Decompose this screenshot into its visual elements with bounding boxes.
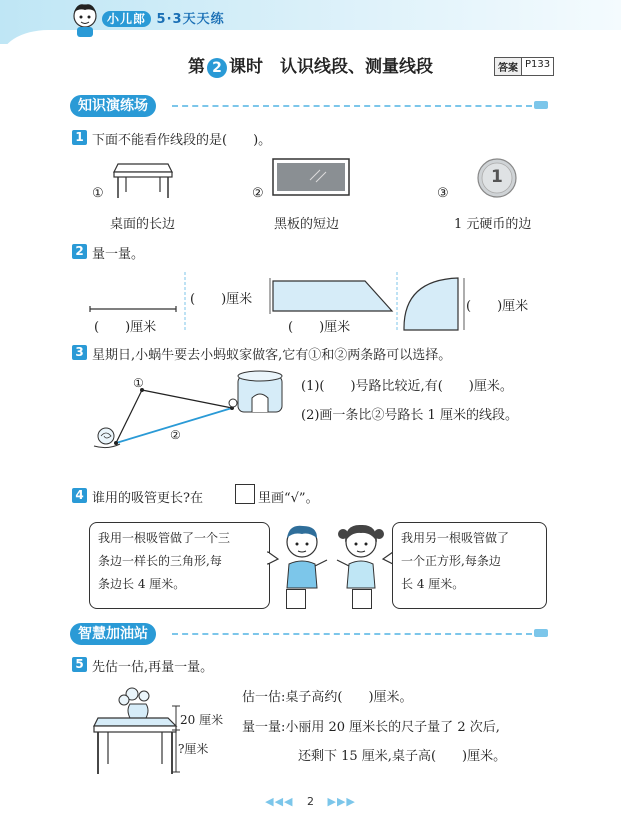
- brand-text: 5·3天天练: [156, 12, 225, 27]
- answer-label: 答案: [495, 58, 522, 75]
- option-mark-2: ②: [252, 186, 264, 201]
- measure-line-2[interactable]: 还剩下 15 厘米,桌子高( )厘米。: [298, 749, 507, 764]
- section-divider: [172, 633, 532, 637]
- sub-question-1[interactable]: (1)( )号路比较近,有( )厘米。: [301, 379, 513, 394]
- section-title: 知识演练场: [70, 95, 156, 117]
- bubble-line: 条边长 4 厘米。: [98, 577, 186, 591]
- question-number: 4: [72, 488, 87, 503]
- divider-dashed: [395, 272, 399, 332]
- bubble-line: 一个正方形,每条边: [401, 554, 501, 568]
- question-number: 1: [72, 130, 87, 145]
- question-number: 3: [72, 345, 87, 360]
- question-number: 5: [72, 657, 87, 672]
- answer-ref: [494, 57, 554, 76]
- question-text: 量一量。: [92, 247, 145, 262]
- title-prefix: 第: [188, 57, 205, 77]
- blank-trapezoid-side[interactable]: ( )厘米: [190, 292, 253, 307]
- speech-bubble-right: [392, 522, 547, 609]
- snail-routes-diagram: [90, 368, 290, 458]
- bubble-line: 我用一根吸管做了一个三: [98, 531, 231, 545]
- coin-digit: 1: [491, 167, 503, 187]
- boy-icon: [287, 526, 327, 588]
- bubble-line: 条边一样长的三角形,每: [98, 554, 222, 568]
- measure-line-1: 量一量:小丽用 20 厘米长的尺子量了 2 次后,: [242, 720, 500, 735]
- page-footer: [0, 795, 621, 808]
- segment-line: [90, 306, 180, 312]
- arrows-right-icon: ▶▶▶: [327, 795, 356, 808]
- pencil-icon: [534, 629, 548, 637]
- sub-question-2: (2)画一条比②号路长 1 厘米的线段。: [301, 408, 518, 423]
- question-text: 星期日,小蜗牛要去小蚂蚁家做客,它有①和②两条路可以选择。: [92, 348, 452, 363]
- question-text: 先估一估,再量一量。: [92, 660, 214, 675]
- table-vase-illustration: [92, 686, 182, 776]
- blackboard-icon: [272, 158, 352, 198]
- answer-box-sample: [235, 484, 255, 504]
- brand-logo: 小儿郎: [102, 11, 151, 27]
- question-number: 2: [72, 244, 87, 259]
- option-label-2: 黑板的短边: [274, 217, 340, 232]
- pencil-icon: [534, 101, 548, 109]
- quarter-circle-shape: [402, 276, 468, 334]
- stump-house-icon: [229, 371, 282, 412]
- route-label-1: ①: [133, 376, 144, 390]
- blank-quarter-circle[interactable]: ( )厘米: [466, 299, 529, 314]
- section-divider: [172, 105, 532, 109]
- flower-vase-icon: [119, 688, 149, 718]
- girl-icon: [337, 525, 384, 588]
- mascot-icon: [70, 2, 100, 38]
- question-text-before: 谁用的吸管更长?在: [92, 491, 203, 506]
- bubble-line: 长 4 厘米。: [401, 577, 465, 591]
- question-text: 下面不能看作线段的是( )。: [92, 133, 272, 148]
- question-text-after: 里画“√”。: [258, 491, 319, 506]
- option-label-1: 桌面的长边: [110, 217, 176, 232]
- trapezoid-shape: [270, 278, 400, 318]
- arrows-left-icon: ◀◀◀: [265, 795, 294, 808]
- title-suffix: 课时 认识线段、测量线段: [229, 57, 433, 77]
- bubble-line: 我用另一根吸管做了: [401, 531, 510, 545]
- option-mark-1: ①: [92, 186, 104, 201]
- lesson-number: 2: [207, 58, 227, 78]
- route-label-2: ②: [170, 428, 181, 442]
- estimate-line[interactable]: 估一估:桌子高约( )厘米。: [242, 690, 413, 705]
- option-mark-3: ③: [437, 186, 449, 201]
- answer-page: P133: [525, 59, 551, 70]
- ruler-length-label: 20 厘米: [180, 713, 224, 727]
- blank-trapezoid-bottom[interactable]: ( )厘米: [288, 320, 351, 335]
- divider-dashed: [183, 272, 187, 332]
- table-icon: [112, 160, 174, 200]
- section-header-1: [70, 95, 550, 117]
- choice-box-girl[interactable]: [352, 589, 372, 609]
- children-illustration: [275, 520, 390, 590]
- page-number: 2: [307, 795, 314, 808]
- speech-bubble-left: [89, 522, 270, 609]
- choice-box-boy[interactable]: [286, 589, 306, 609]
- brand: [102, 8, 225, 27]
- section-header-2: [70, 623, 550, 645]
- unknown-length-label: ?厘米: [178, 742, 209, 756]
- blank-segment[interactable]: ( )厘米: [94, 320, 157, 335]
- option-label-3: 1 元硬币的边: [454, 217, 532, 232]
- section-title: 智慧加油站: [70, 623, 156, 645]
